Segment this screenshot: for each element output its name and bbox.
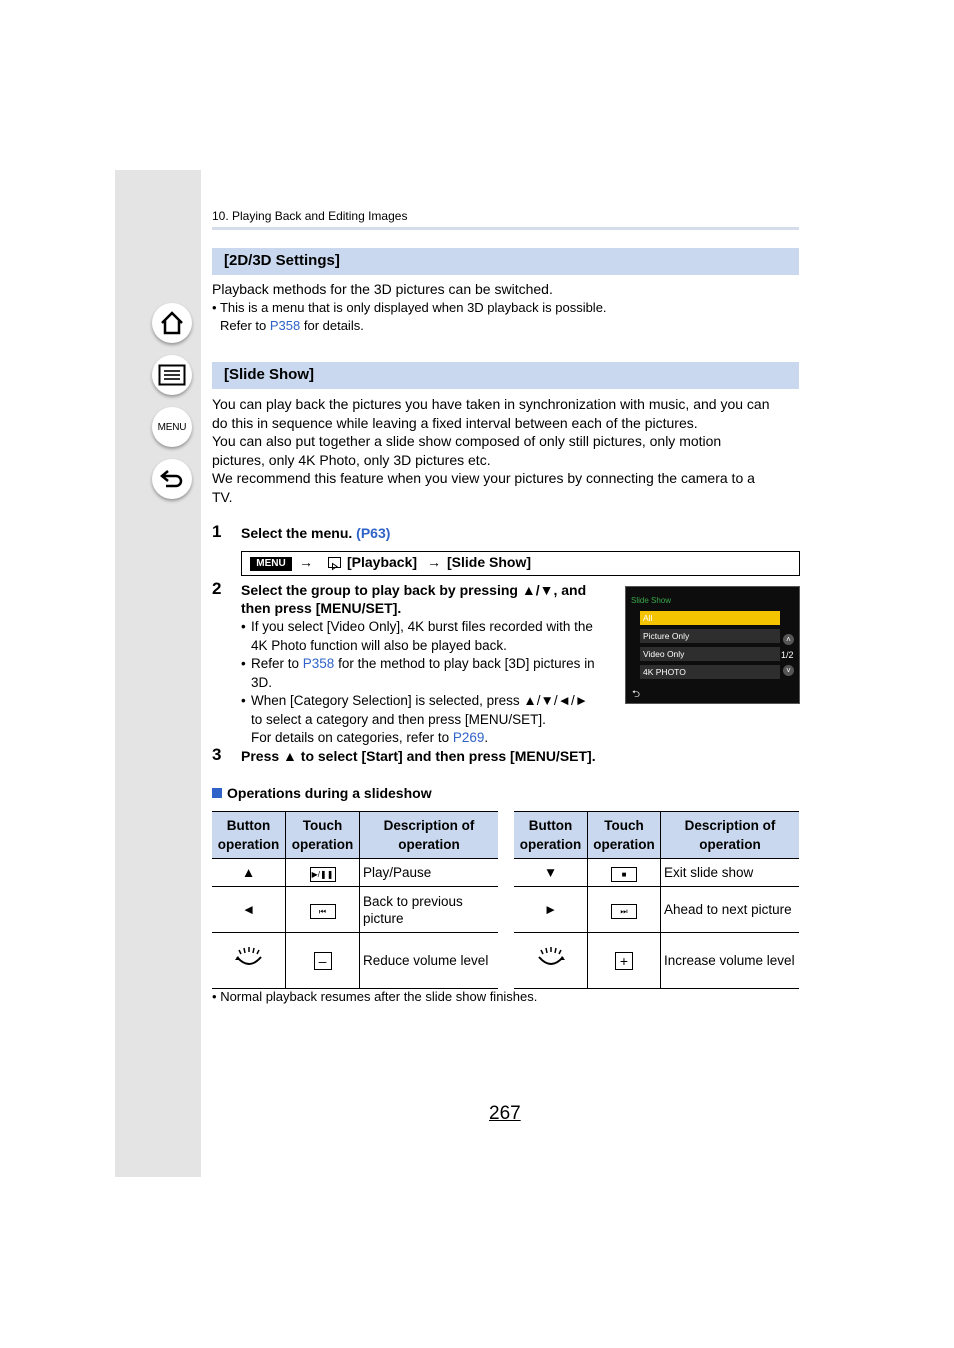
camera-scroll-up-icon: ˄ — [783, 634, 794, 645]
p269-link[interactable]: P269 — [452, 730, 485, 745]
chapter-header: 10. Playing Back and Editing Images — [212, 209, 408, 223]
menu-path-box — [241, 551, 800, 576]
section-2d3d-bar — [212, 248, 799, 275]
header-touch-operation: Touch operation — [588, 812, 661, 859]
rear-dial-left-icon — [233, 947, 265, 971]
sidebar — [115, 170, 201, 1177]
header-description: Description of operation — [661, 812, 800, 859]
operations-note: • Normal playback resumes after the slide show finishes. — [212, 989, 538, 1004]
path-slideshow: [Slide Show] — [447, 554, 531, 570]
desc-ahead-next: Ahead to next picture — [661, 887, 800, 933]
header-button-operation: Button operation — [514, 812, 588, 859]
camera-option-all: All — [640, 611, 780, 625]
slideshow-intro: You can play back the pictures you have taken in synchronization with music, and you can do this in sequence while leaving a fixed interval between each of the pictures. You can also put together a slide show composed of only still pictures, only motion pictures, only 4K Photo, only 3D pictures etc. We recommend this feature when you view your pictures by connecting the camera to a TV. — [212, 396, 770, 505]
desc-exit-slideshow: Exit slide show — [661, 859, 800, 887]
up-button-icon: ▲ — [212, 859, 286, 887]
section-slideshow-title: [Slide Show] — [224, 366, 314, 383]
p358-link[interactable]: P358 — [269, 318, 301, 333]
operations-heading: Operations during a slideshow — [212, 785, 432, 801]
camera-page-indicator: 1/2 — [781, 650, 794, 660]
camera-option-picture-only: Picture Only — [640, 629, 780, 643]
path-playback: [Playback] — [347, 554, 418, 570]
stop-touch-icon: ■ — [611, 867, 637, 882]
table-row — [212, 887, 498, 933]
menu-label: MENU — [157, 421, 187, 433]
down-button-icon: ▼ — [514, 859, 588, 887]
table-row — [514, 933, 799, 989]
camera-scroll-down-icon: ˅ — [783, 665, 794, 676]
desc-reduce-volume: Reduce volume level — [360, 933, 499, 989]
play-pause-touch-icon: ▶/❚❚ — [310, 867, 336, 882]
blue-square-icon — [212, 788, 222, 798]
desc-increase-volume: Increase volume level — [661, 933, 800, 989]
camera-back-icon: ⮌ — [632, 689, 641, 700]
playback-icon — [328, 557, 341, 568]
table-row — [212, 933, 498, 989]
header-description: Description of operation — [360, 812, 499, 859]
table-row — [514, 859, 799, 887]
step-2-line1: Select the group to play back by pressing ▲/▼, and — [241, 582, 587, 598]
table-row — [514, 887, 799, 933]
home-button[interactable] — [152, 303, 192, 343]
left-button-icon: ◄ — [212, 887, 286, 933]
camera-option-video-only: Video Only — [640, 647, 780, 661]
back-button[interactable] — [152, 459, 192, 499]
list-icon — [158, 364, 186, 386]
path-arrow-1: → — [299, 554, 313, 570]
section-2d3d-note: • This is a menu that is only displayed when 3D playback is possible. — [212, 300, 607, 315]
step-1-text: Select the menu. (P63) — [241, 525, 391, 541]
section-2d3d-body: Playback methods for the 3D pictures can be switched. — [212, 281, 553, 297]
section-2d3d-refer: Refer to P358 for details. — [220, 318, 364, 333]
p358-link-2[interactable]: P358 — [302, 656, 335, 671]
volume-down-touch-icon: – — [314, 952, 332, 970]
back-arrow-icon — [159, 467, 185, 491]
step-2-number: 2 — [212, 579, 222, 598]
table-row — [212, 859, 498, 887]
operations-table-right — [514, 811, 799, 989]
camera-option-4k-photo: 4K PHOTO — [640, 665, 780, 679]
step-1-number: 1 — [212, 522, 222, 541]
header-touch-operation: Touch operation — [286, 812, 360, 859]
step-3-number: 3 — [212, 745, 222, 764]
page-number: 267 — [489, 1103, 521, 1124]
camera-screen — [625, 586, 800, 704]
p63-link[interactable]: (P63) — [356, 525, 391, 541]
desc-play-pause: Play/Pause — [360, 859, 499, 887]
step-2-line2: then press [MENU/SET]. — [241, 600, 402, 616]
menu-button[interactable] — [152, 407, 192, 447]
header-rule — [212, 227, 799, 230]
volume-up-touch-icon: + — [615, 952, 633, 970]
step-3-text: Press ▲ to select [Start] and then press [MENU/SET]. — [241, 748, 596, 764]
previous-touch-icon: ⏮ — [310, 904, 336, 919]
path-arrow-2: → — [427, 554, 441, 570]
home-icon — [159, 310, 185, 336]
right-button-icon: ► — [514, 887, 588, 933]
menu-badge: MENU — [250, 557, 292, 571]
camera-screen-title: Slide Show — [631, 596, 672, 605]
header-button-operation: Button operation — [212, 812, 286, 859]
section-2d3d-title: [2D/3D Settings] — [224, 252, 340, 269]
operations-table-left — [212, 811, 498, 989]
next-touch-icon: ⏭ — [611, 904, 637, 919]
section-slideshow-bar — [212, 362, 799, 389]
rear-dial-right-icon — [535, 947, 567, 971]
desc-back-previous: Back to previous picture — [360, 887, 499, 933]
contents-button[interactable] — [152, 355, 192, 395]
